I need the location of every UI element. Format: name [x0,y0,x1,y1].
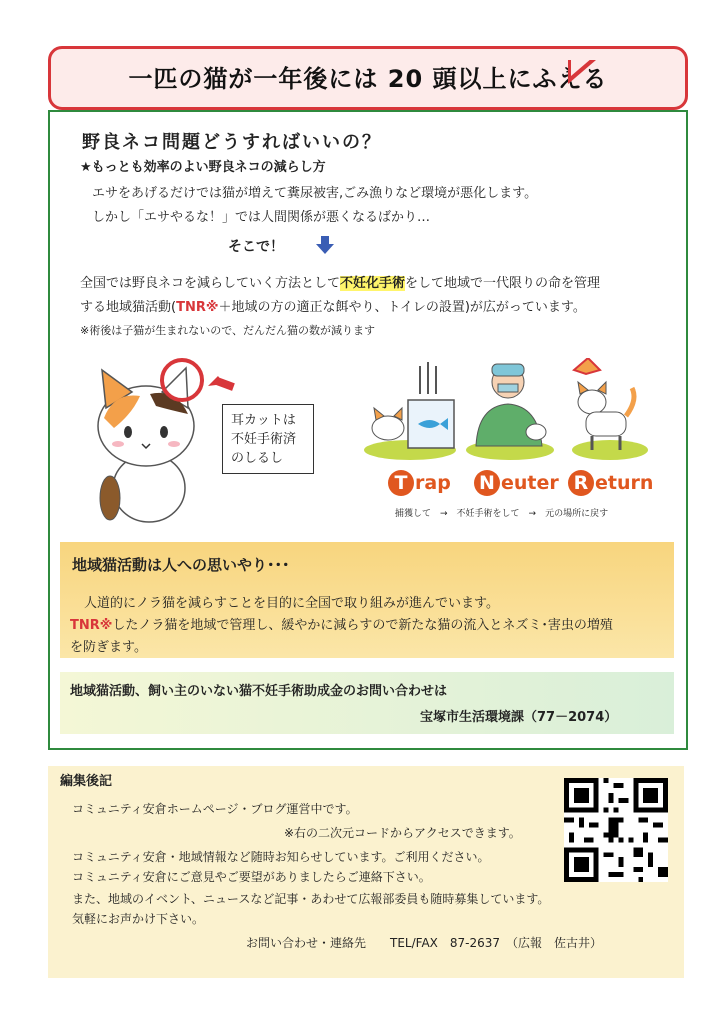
qr-code-icon[interactable] [564,778,668,882]
trap-rest: rap [415,472,451,494]
question-heading: 野良ネコ問題どうすればいいの？ [82,132,382,153]
headline-title: 一匹の猫が一年後には 20 頭以上にふえる [128,65,608,93]
community-cat-line-1: 人道的にノラ猫を減らすことを目的に全国で取り組みが進んでいます。 [84,596,499,611]
contact-line-1: 地域猫活動、飼い主のいない猫不妊手術助成金のお問い合わせは [70,684,448,699]
editor-note-line-4: コミュニティ安倉にご意見やご要望がありましたらご連絡下さい。 [72,870,431,884]
community-cat-title: 地域猫活動は人への思いやり･･･ [72,556,290,574]
tnr-mark: TNR※ [176,300,219,315]
ear-caption-line-3: のしるし [231,451,284,466]
paragraph-4 [80,296,586,315]
sokode-label: そこで！ [228,239,284,255]
paragraph-2: しかし「エサやるな！」では人間関係が悪くなるばかり… [92,210,431,225]
neuter-rest: euter [501,472,559,494]
editor-note-line-1: コミュニティ安倉ホームページ・ブログ運営中です。 [72,802,358,816]
return-rest: eturn [595,472,654,494]
return-initial: R [568,470,594,496]
editor-note-line-5: また、地域のイベント、ニュースなど記事・あわせて広報部委員も随時募集しています。 [72,892,550,906]
trap-label [388,470,451,496]
editor-note-title: 編集後記 [60,774,113,789]
surgery-note: ※術後は子猫が生まれないので、だんだん猫の数が減ります [80,324,375,337]
tnr-illustration [360,358,650,468]
down-arrow-icon [314,234,336,256]
trap-initial: T [388,470,414,496]
contact-line-2: 宝塚市生活環境課（77－2074） [420,710,618,725]
ear-cut-caption [222,404,314,474]
tnr-mark-2: TNR※ [70,618,113,633]
ear-caption-line-2: 不妊手術済 [231,432,297,447]
editor-note-line-3: コミュニティ安倉・地域情報など随時お知らせしています。ご利用ください。 [72,850,490,864]
editor-note-line-6: 気軽にお声かけ下さい。 [72,912,205,926]
community-cat-line-2-rest: したノラ猫を地域で管理し、緩やかに減らすので新たな猫の流入とネズミ･害虫の増殖 [112,618,613,633]
paragraph-3-part-a: 全国では野良ネコを減らしていく方法として [80,276,341,291]
paragraph-3 [80,272,600,291]
neuter-initial: N [474,470,500,496]
editor-note-line-2: ※右の二次元コードからアクセスできます。 [284,826,521,840]
paragraph-3-part-b: をして地域で一代限りの命を管理 [405,276,601,291]
tnr-description: 捕獲して → 不妊手術をして → 元の場所に戻す [395,509,609,519]
method-subtitle: ★もっとも効率のよい野良ネコの減らし方 [80,160,326,175]
community-cat-line-3: を防ぎます。 [70,640,147,655]
paragraph-1: エサをあげるだけでは猫が増えて糞尿被害,ごみ漁りなど環境が悪化します。 [92,186,538,201]
bubble-tail-inner [571,58,592,76]
neuter-label [474,470,559,496]
editor-note-contact: お問い合わせ・連絡先 TEL/FAX 87-2637 （広報 佐古井） [246,936,603,950]
neuter-highlight: 不妊化手術 [340,276,406,291]
ear-caption-line-1: 耳カットは [231,413,296,428]
paragraph-4-part-a: する地域猫活動( [80,300,177,315]
paragraph-4-part-b: ＋地域の方の適正な餌やり、トイレの設置)が広がっています。 [218,300,586,315]
community-cat-line-2 [70,614,613,633]
return-label [568,470,653,496]
